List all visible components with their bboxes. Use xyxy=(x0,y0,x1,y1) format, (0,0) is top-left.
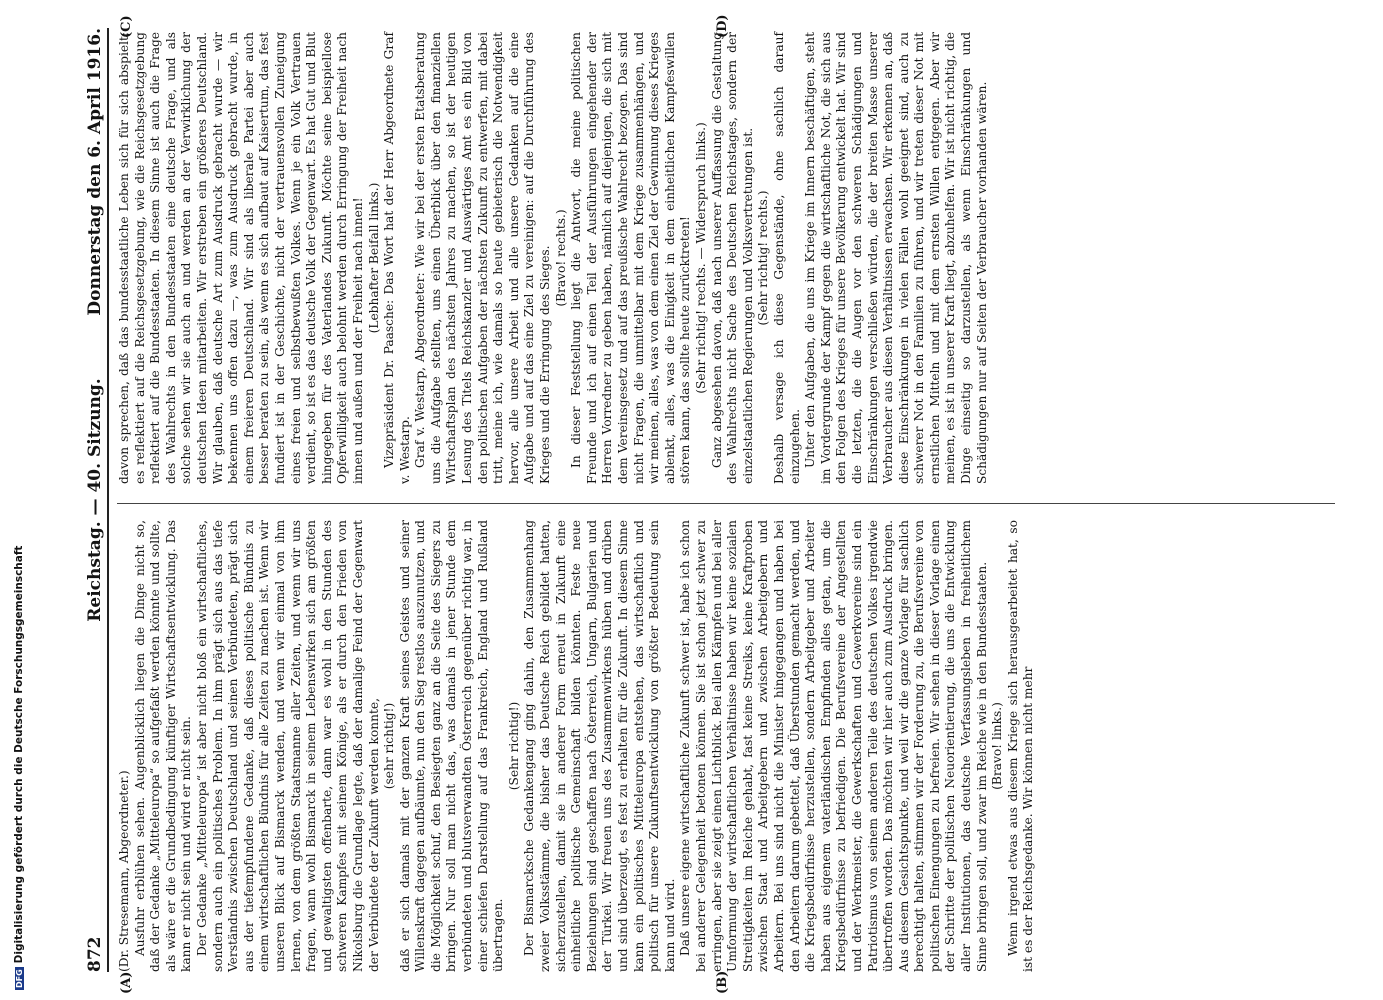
digitization-credit-text: Digitalisierung gefördert durch die Deutsche Forschungsgemeinschaft xyxy=(13,545,25,964)
paragraph: Vizepräsident Dr. Paasche: Das Wort hat der Herr Abgeordnete Graf v. Westarp. xyxy=(382,32,412,484)
paragraph: In dieser Feststellung liegt die Antwort, die meine politischen Freunde und ich auf einen Teil der Ausführungen eingehender der Herren Vorredner zu geben haben, nämlich auf diejenigen, die sich mit dem Vereinsgesetz und auf das preußische Wahlrecht bezogen. Das sind nicht Fragen, die unmittelbar mit dem Kriege zusammenhängen, und wir meinen, alles, was von dem einen Ziel der Gewinnung dieses Krieges ablenkt, alles, was die Einigkeit in dem einheitlichen Kampfeswillen stören kann, das sollte heute zurücktreten! xyxy=(569,32,693,484)
paragraph: Der Bismarcksche Gedankengang ging dahin, den Zusammenhang zweier Volksstämme, die bisher das Deutsche Reich gebildet hatten, sicherzustellen, damit sie in anderer Form erneut in Zukunft eine einheitliche politische Gemeinschaft bilden könnten. Feste neue Beziehungen sind geschaffen nach Österreich, Ungarn, Bulgarien und der Türkei. Wir freuen uns des Zusammenwirkens hüben und drüben und sind überzeugt, es fest zu erhalten für die Zukunft. In diesem Sinne kann ein politisches Mitteleuropa entstehen, das wirtschaftlich und politisch für unsere Zukunftsentwicklung von größter Bedeutung sein kann und wird. xyxy=(522,520,677,972)
paragraph: Wenn irgend etwas aus diesem Kriege sich herausgearbeitet hat, so ist es der Reichsgedanke. Wir können nicht mehr xyxy=(1005,520,1036,972)
paragraph: Deshalb versage ich diese Gegenstände, ohne sachlich darauf einzugehen. xyxy=(771,32,802,484)
paragraph: daß er sich damals mit der ganzen Kraft seines Geistes und seiner Willenskraft dagegen aufbäumte, nun den Sieg restlos auszunutzen, und die Möglichkeit schuf, den Besiegten ganz an die Seite des Siegers zu bringen. Nur soll man nicht das, was damals in jener Stunde dem verbündeten und blutsverwandten Österreich gegenüber richtig war, in einer schiefen Darstellung auf das Frankreich, England und Rußland übertragen. xyxy=(397,520,506,972)
rotated-document-page xyxy=(75,0,1375,1000)
margin-letter-b: (B) xyxy=(715,970,730,994)
paragraph: (sehr richtig!) xyxy=(382,702,397,790)
paragraph: Der Gedanke „Mitteleuropa“ ist aber nicht bloß ein wirtschaftliches, sondern auch ein politisches Problem. In ihm prägt sich aus das tiefe Verständnis zwischen Deutschland und seinen Verbündeten, prägt sich aus der tiefempfundene Gedanke, daß dieses politische Bündnis zu einem wirtschaftlichen Bündnis für alle Zeiten zu machen ist. Wenn wir unseren Blick auf Bismarck wenden, und wenn wir einmal von ihm lernen, von dem größten Staatsmanne aller Zeiten, und wenn wir uns fragen, wann wohl Bismarck in seinem Lebenswirken sich am größten und gewaltigsten offenbarte, dann war es wohl in den Stunden des schweren Kampfes mit seinem Könige, als er durch den Frieden von Nikolsburg die Grundlage legte, daß der damalige Feind der Gegenwart der Verbündete der Zukunft werden konnte, xyxy=(194,520,381,972)
margin-letter-d: (D) xyxy=(715,14,730,38)
left-text-column xyxy=(117,520,1037,972)
digitization-credit xyxy=(13,546,25,990)
paragraph: Ausfuhr erblühen sehen. Augenblicklich liegen die Dinge nicht so, daß der Gedanke „Mitteleuropa“ so aufgefaßt werden könnte und sollte, als wäre er die Grundbedingung künftiger Wirtschaftsentwicklung. Das kann er nicht sein und wird er nicht sein. xyxy=(132,520,194,972)
paragraph: davon sprechen, daß das bundesstaatliche Leben sich für sich abspielt; es reflektiert auf die Reichsgesetzgebung, wie die Reichsgesetzgebung reflektiert auf die Bundesstaaten. In diesem Sinne ist auch die Frage des Wahlrechts in den Bundesstaaten eine deutsche Frage, und als solche sehen wir sie auch an und werden an der Verwirklichung der deutschen Ideen mitarbeiten. Wir erstreben ein größeres Deutschland. Wir glauben, daß deutsche Art zum Ausdruck gebracht wurde — wir bekennen uns offen dazu —, was zum Ausdruck gebracht wurde, in einem freieren Deutschland. Wir sind als liberale Partei aber auch besser beraten zu sein, als wenn es sich aufbaut auf Kaisertum, das fest fundiert ist in der Geschichte, nicht der vertrauensvollen Zuneigung eines freien und selbstbewußten Volkes. Wenn je ein Volk Vertrauen verdient, so ist es das deutsche Volk der Gegenwart. Es hat Gut und Blut hingegeben für des Vaterlandes Zukunft. Möchte seine beispiellose Opferwilligkeit auch belohnt werden durch Erringung der Freiheit nach innen und außen und der Freiheit nach innen! xyxy=(117,32,365,484)
paragraph: (Sehr richtig! rechts. — Widerspruch links.) xyxy=(693,122,708,394)
paragraph: Ganz abgesehen davon, daß nach unserer Auffassung die Gestaltung des Wahlrechts nicht Sache des Deutschen Reichstages, sondern der einzelstaatlichen Regierungen und Volksvertretungen ist. xyxy=(709,32,755,484)
right-text-column xyxy=(117,32,990,484)
dfg-logo: DFG xyxy=(15,969,24,988)
column-divider xyxy=(117,503,1335,504)
paragraph: Unter den Aufgaben, die uns im Kriege im Innern beschäftigen, steht im Vordergrunde der Kampf gegen die wirtschaftliche Not, die sich aus den Folgen des Krieges für unsere Bevölkerung entwickelt hat. Wir sind die letzten, die die Augen vor den schweren Schädigungen und Einschränkungen verschließen würden, die der breiten Masse unserer Verbraucher aus diesen Verhältnissen erwachsen. Wir erkennen an, daß diese Einschränkungen in vielen Fällen wohl geeignet sind, auch zu schwerer Not in den Familien zu führen, und wir treten dieser Not mit ernstlichen Mitteln und mit dem ernsten Willen entgegen. Aber wir meinen, es ist in unserer Kraft liegt, abzuhelfen. Wir ist nicht richtig, die Dinge einseitig so darzustellen, als wenn Einschränkungen und Schädigungen nur auf Seiten der Verbraucher vorhanden wären. xyxy=(803,32,989,484)
paragraph: (Sehr richtig!) xyxy=(506,701,521,791)
paragraph: (Lebhafter Beifall links.) xyxy=(366,182,381,334)
margin-letter-c: (C) xyxy=(119,15,134,38)
session-title: Reichstag. — 40. Sitzung. xyxy=(85,378,105,622)
session-date: Donnerstag den 6. April 1916. xyxy=(85,28,105,316)
paragraph: (Bravo! rechts.) xyxy=(553,209,568,307)
margin-letter-a: (A) xyxy=(119,971,134,994)
paragraph: (Sehr richtig! rechts.) xyxy=(756,190,771,326)
paragraph: Graf v. Westarp, Abgeordneter: Wie wir bei der ersten Etatsberatung uns die Aufgabe stellten, uns einen Überblick über den finanziellen Wirtschaftsplan des nächsten Jahres zu machen, so ist der heutigen Lesung des Titels Reichskanzler und Auswärtiges Amt es ein Bild von den politischen Aufgaben der nächsten Zukunft zu entwerfen, mit dabei tritt, meine ich, wie damals so heute gebieterisch die Notwendigkeit hervor, alle unsere Arbeit und alle unsere Gedanken auf die eine Aufgabe und auf das eine Ziel zu vereinigen: auf die Durchführung des Krieges und die Erringung des Sieges. xyxy=(413,32,553,484)
page-number: 872 xyxy=(85,936,105,972)
paragraph: Daß unsere eigene wirtschaftliche Zukunft schwer ist, habe ich schon bei anderer Gelegenheit betonen können. Sie ist schon jetzt schwer zu erringen, aber sie zeigt einen Lichtblick. Bei allen Kämpfen und bei aller Umformung der wirtschaftlichen Verhältnisse haben wir keine sozialen Streitigkeiten im Reiche gehabt, fast keine Streiks, keine Kraftproben zwischen Staat und Arbeitgebern und zwischen Arbeitgebern und Arbeitern. Bei uns sind nicht die Minister hingegangen und haben bei den Arbeitern darum gebettelt, daß Überstunden gemacht werden, und die Kriegsbedürfnisse herzustellen, sondern Arbeitgeber und Arbeiter haben aus eigenem vaterländischen Empfinden alles getan, um die Kriegsbedürfnisse zu befriedigen. Die Berufsvereine der Angestellten und der Werkmeister, die Gewerkschaften und Gewerkvereine sind ein Patriotismus von seinem anderen Teile des deutschen Volkes irgendwie übertroffen worden. Das möchten wir hier auch zum Ausdruck bringen. Aus diesem Gesichtspunkte, und weil wir die ganze Vorlage für sachlich berechtigt halten, stimmen wir der Forderung zu, die Berufsvereine von politischen Einengungen zu befreien. Wir sehen in dieser Vorlage einen der Schritte der politischen Neuorientierung, die uns die Entwicklung aller Institutionen, das deutsche Verfassungsleben in freiheitlichem Sinne bringen soll, und zwar im Reiche wie in den Bundesstaaten. xyxy=(678,520,989,972)
page-header xyxy=(85,28,109,972)
digitization-credit-strip xyxy=(0,0,26,1000)
paragraph: (Bravo! links.) xyxy=(990,702,1005,790)
paragraph: (Dr. Stresemann, Abgeordneter.) xyxy=(117,770,131,972)
